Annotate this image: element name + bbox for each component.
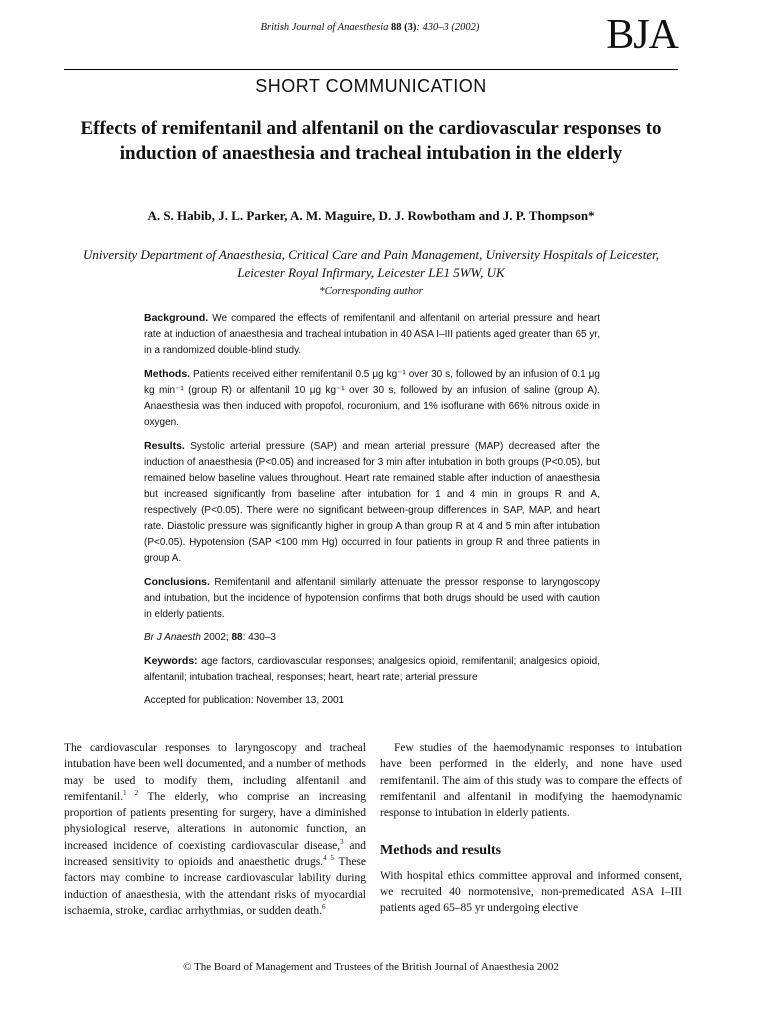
citation-volume: 88 [231,632,243,643]
reference-superscript: 4 5 [323,854,334,863]
copyright-footer: © The Board of Management and Trustees of the British Journal of Anaesthesia 2002 [183,961,559,973]
methods-paragraph: With hospital ethics committee approval and informed consent, we recruited 40 normotensive, non-premedicated ASA I–III patients aged 65–85 yr undergoing elective [380,869,682,915]
article-title: Effects of remifentanil and alfentanil on the cardiovascular responses to induction of anaesthesia and tracheal intubation in the elderly [80,118,662,164]
abstract-conclusions-text: Remifentanil and alfentanil similarly attenuate the pressor response to laryngoscopy and intubation, but the incidence of hypotension confirms that both drugs should be used with caution in elderly patients. [144,577,600,620]
corresponding-author-note: *Corresponding author [319,285,423,297]
abstract-results [144,438,600,567]
abstract-conclusions-heading: Conclusions. [144,576,210,588]
abstract-methods [144,366,600,431]
abstract-background-heading: Background. [144,312,209,324]
keywords-text: age factors, cardiovascular responses; analgesics opioid, remifentanil; analgesics opioid, alfentanil; intubation tracheal, responses; heart, heart rate; arterial pressure [144,656,601,683]
abstract-methods-text: Patients received either remifentanil 0.5 μg kg⁻¹ over 30 s, followed by an infusion of 0.1 μg kg min⁻¹ (group R) or alfentanil 10 μg kg⁻¹ over 30 s, followed by an infusion of saline (group A). Anaesthesia was then induced with propofol, rocuronium, and 1% isoflurane with 66% nitrous oxide in oxygen. [144,369,600,428]
methods-results-heading: Methods and results [380,843,502,859]
abstract-citation [144,630,600,646]
body-column-left [64,740,366,919]
citation-year: 2002; [200,632,232,643]
body-column-right [380,740,682,917]
abstract-results-heading: Results. [144,440,185,452]
article-authors: A. S. Habib, J. L. Parker, A. M. Maguire, D. J. Rowbotham and J. P. Thompson* [147,208,595,223]
abstract-background-text: We compared the effects of remifentanil and alfentanil on arterial pressure and heart rate at induction of anaesthesia and tracheal intubation in 40 ASA I–III patients aged greater than 65 yr, in a randomized double-blind study. [144,313,601,356]
journal-pages-year: : 430–3 (2002) [416,22,480,33]
journal-volume: 88 [391,22,402,33]
citation-journal: Br J Anaesth [144,632,201,643]
reference-superscript: 3 [340,837,344,846]
journal-issue: (3) [404,22,417,33]
header-rule [64,69,678,70]
abstract [144,310,600,716]
reference-superscript: 6 [322,903,326,912]
journal-citation-line [160,22,580,33]
aim-paragraph: Few studies of the haemodynamic responses to intubation have been performed in the elderly, and none have used remifentanil. The aim of this study was to compare the effects of remifentanil and alfentanil in modifying the haemodynamic response to intubation in elderly patients. [380,742,682,820]
bja-logo: BJA [606,12,678,58]
section-label: SHORT COMMUNICATION [255,76,487,96]
reference-superscript: 1 2 [123,789,139,798]
abstract-conclusions [144,574,600,623]
accepted-date: Accepted for publication: November 13, 2001 [144,695,345,706]
keywords-heading: Keywords: [144,655,198,667]
abstract-results-text: Systolic arterial pressure (SAP) and mean arterial pressure (MAP) decreased after the induction of anaesthesia (P<0.05) and increased for 3 min after intubation in both groups (P<0.05), but remained below baseline values throughout. Heart rate remained stable after induction of anaesthesia but increased significantly from baseline after intubation for 1 and 4 min in groups R and A, respectively (P<0.05). There were no significant between-group differences in SAP, MAP, and heart rate. Diastolic pressure was significantly higher in group A than group R at 4 and 5 min after intubation (P<0.05). Hypotension (SAP <100 mm Hg) occurred in four patients in group R and three patients in group A. [144,441,600,564]
intro-paragraph: The cardiovascular responses to laryngoscopy and tracheal intubation have been well documented, and a number of methods may be used to modify them, including alfentanil and remifentanil.$^{1 2}$ The elderly, who comprise an increasing proportion of patients presenting for surgery, have a diminished physiological reserve, alterations in autonomic function, an increased incidence of coexisting cardiovascular disease,$^3$ and increased sensitivity to opioids and anaesthetic drugs.$^{4 5}$ These factors may combine to increase cardiovascular lability during induction of anaesthesia, with the attendant risks of myocardial ischaemia, stroke, cardiac arrhythmias, or sudden death.$^6$ [64,742,367,917]
abstract-background [144,310,600,359]
journal-name: British Journal of Anaesthesia [260,22,389,33]
abstract-keywords [144,653,600,686]
citation-pages: : 430–3 [242,632,276,643]
article-affiliation: University Department of Anaesthesia, Critical Care and Pain Management, University Hospitals of Leicester, Leicester Royal Infirmary, Leicester LE1 5WW, UK [83,247,659,280]
abstract-methods-heading: Methods. [144,368,191,380]
